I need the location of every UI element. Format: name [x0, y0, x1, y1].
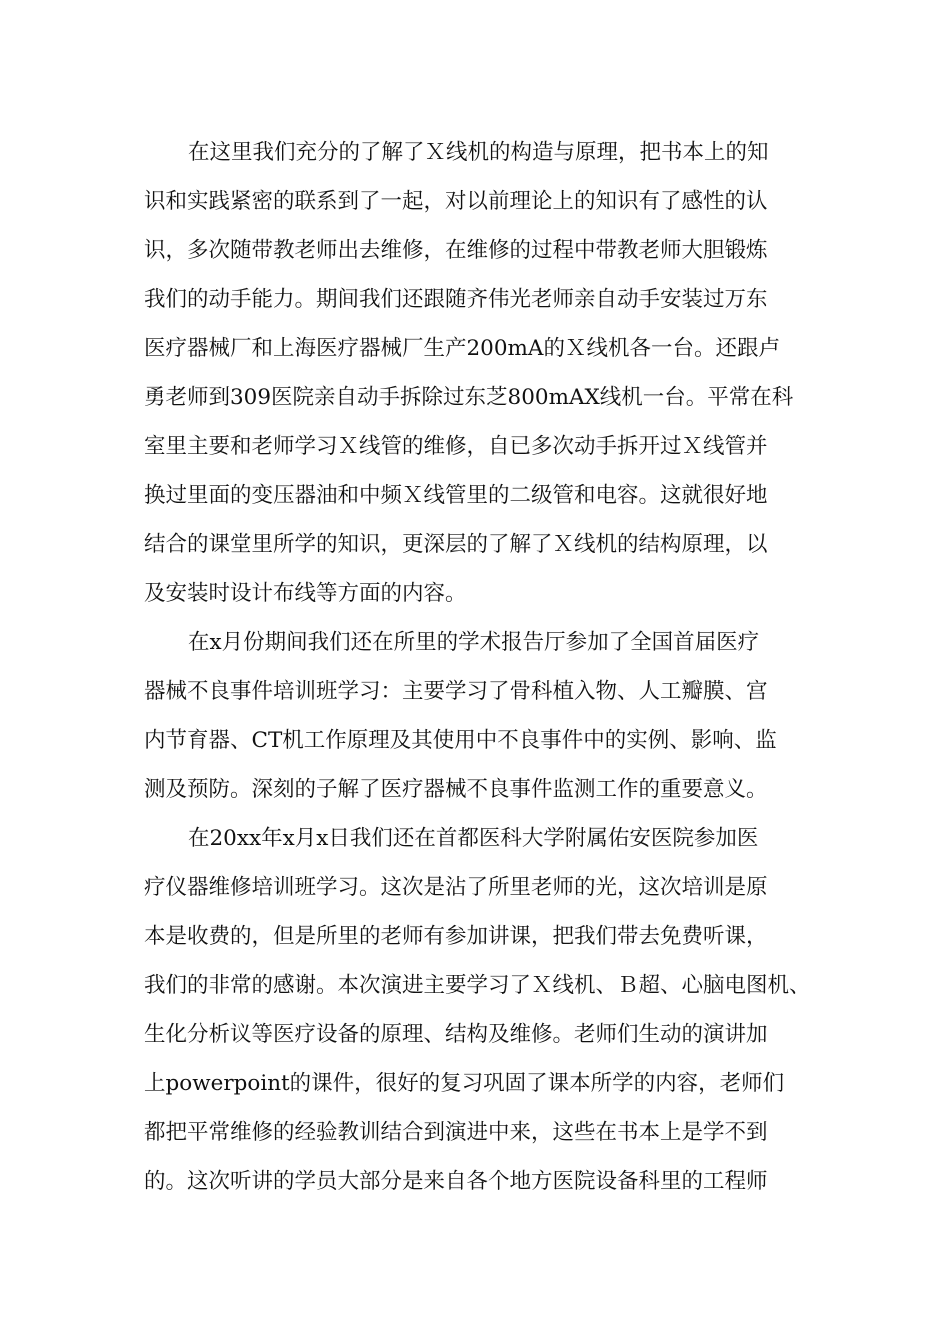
text-line: 器械不良事件培训班学习：主要学习了骨科植入物、人工瓣膜、宫: [144, 679, 768, 704]
text-line: 在这里我们充分的了解了Ｘ线机的构造与原理，把书本上的知: [188, 140, 769, 165]
text-line: 内节育器、CT机工作原理及其使用中不良事件中的实例、影响、监: [144, 728, 777, 753]
text-line: 换过里面的变压器油和中频Ｘ线管里的二级管和电容。这就很好地: [144, 483, 768, 508]
text-line: 测及预防。深刻的子解了医疗器械不良事件监测工作的重要意义。: [144, 777, 768, 802]
text-line: 的。这次听讲的学员大部分是来自各个地方医院设备科里的工程师: [144, 1169, 768, 1194]
text-line: 疗仪器维修培训班学习。这次是沾了所里老师的光，这次培训是原: [144, 875, 768, 900]
text-line: 识和实践紧密的联系到了一起，对以前理论上的知识有了感性的认: [144, 189, 768, 214]
text-line: 结合的课堂里所学的知识，更深层的了解了Ｘ线机的结构原理，以: [144, 532, 768, 557]
text-line: 及安装时设计布线等方面的内容。: [144, 581, 467, 606]
text-line: 在x月份期间我们还在所里的学术报告厅参加了全国首届医疗: [188, 630, 760, 655]
text-line: 都把平常维修的经验教训结合到演进中来，这些在书本上是学不到: [144, 1120, 768, 1145]
paragraph-xray-machine: [144, 128, 810, 618]
text-line: 医疗器械厂和上海医疗器械厂生产200mA的Ｘ线机各一台。还跟卢: [144, 336, 780, 361]
text-line: 在20xx年x月x日我们还在首都医科大学附属佑安医院参加医: [188, 826, 759, 851]
paragraph-adverse-event-training: [144, 618, 810, 814]
text-line: 识，多次随带教老师出去维修，在维修的过程中带教老师大胆锻炼: [144, 238, 768, 263]
text-line: 生化分析议等医疗设备的原理、结构及维修。老师们生动的演讲加: [144, 1022, 768, 1047]
text-line: 勇老师到309医院亲自动手拆除过东芝800mAX线机一台。平常在科: [144, 385, 794, 410]
paragraph-repair-training: [144, 814, 810, 1206]
text-line: 我们的动手能力。期间我们还跟随齐伟光老师亲自动手安装过万东: [144, 287, 768, 312]
text-line: 室里主要和老师学习Ｘ线管的维修，自已多次动手拆开过Ｘ线管并: [144, 434, 768, 459]
text-line: 本是收费的，但是所里的老师有参加讲课，把我们带去免费听课，: [144, 924, 768, 949]
document-body: [144, 128, 810, 1206]
text-line: 我们的非常的感谢。本次演进主要学习了Ｘ线机、Ｂ超、心脑电图机、: [144, 973, 811, 998]
text-line: 上powerpoint的课件，很好的复习巩固了课本所学的内容，老师们: [144, 1071, 785, 1096]
